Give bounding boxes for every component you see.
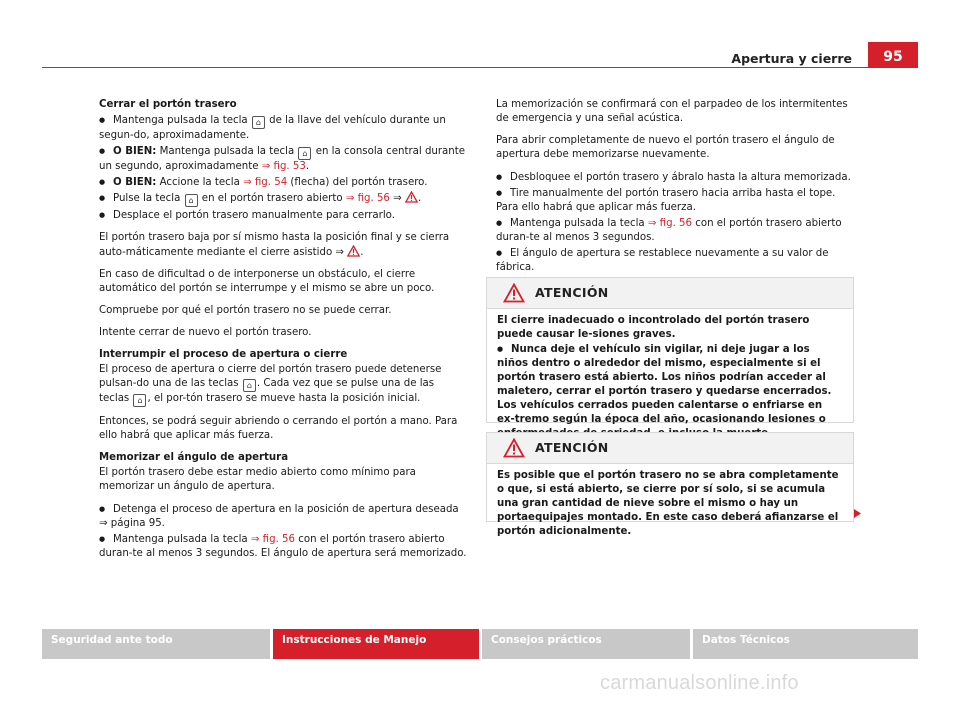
- continue-arrow-icon: [853, 508, 862, 519]
- section-heading: Memorizar el ángulo de apertura: [99, 452, 289, 463]
- figure-link[interactable]: ⇒ fig. 54: [243, 177, 288, 188]
- watermark: carmanualsonline.info: [600, 672, 799, 694]
- warning-body: [487, 309, 853, 425]
- car-key-icon: ⌂: [185, 194, 198, 207]
- page-header-title: Apertura y cierre: [731, 51, 852, 66]
- car-key-icon: ⌂: [252, 116, 265, 129]
- warning-header: [487, 433, 853, 464]
- car-key-icon: ⌂: [243, 379, 256, 392]
- warning-title: ATENCIÓN: [535, 285, 609, 300]
- warning-bullet: ● Nunca deje el vehículo sin vigilar, ni deje jugar a los niños dentro o alrededor del mismo, especialmente si el portón trasero está abierto. Los niños podrían acceder al maletero, cerrar el portón trasero y quedarse encerrados. Los vehículos cerrados pueden calentarse o enfriarse en ex-tremo según la época del año, ocasionando lesiones o: [497, 342, 843, 441]
- warning-triangle-icon: [503, 438, 525, 458]
- header-rule: [42, 67, 868, 68]
- warning-header: [487, 278, 853, 309]
- nav-tab-datos[interactable]: Datos Técnicos: [693, 629, 918, 659]
- warning-text: Es posible que el portón trasero no se abra completamente o que, si está abierto, se cierre por sí solo, si se acumula una gran cantidad de nieve sobre el mismo o hay un portaequipajes montado. En este caso deberá afianzarse el portón adicionalmente.: [497, 470, 839, 537]
- warning-body: [487, 464, 853, 537]
- list-item: ● Detenga el proceso de apertura en la posición de apertura deseada ⇒ página 95.: [99, 502, 467, 531]
- page-number: 95: [868, 42, 918, 68]
- list-item: ● El ángulo de apertura se restablece nuevamente a su valor de fábrica.: [496, 246, 855, 275]
- list-item: ● Mantenga pulsada la tecla ⇒ fig. 56 con el portón trasero abierto duran-te al menos 3 segundos. El ángulo de apertura será memorizado.: [99, 532, 467, 561]
- paragraph: Compruebe por qué el portón trasero no se puede cerrar.: [99, 305, 392, 316]
- warning-box: [486, 277, 854, 423]
- section-heading: Cerrar el portón trasero: [99, 99, 237, 110]
- figure-link[interactable]: ⇒ fig. 56: [345, 193, 390, 204]
- list-item: ● Mantenga pulsada la tecla ⌂ de la llave del vehículo durante un segun-do, aproximadamente.: [99, 113, 467, 143]
- list-item: ● Desplace el portón trasero manualmente para cerrarlo.: [99, 208, 467, 223]
- list-item: ● Desbloquee el portón trasero y ábralo hasta la altura memorizada.: [496, 170, 855, 185]
- nav-tab-instrucciones[interactable]: Instrucciones de Manejo: [273, 629, 479, 659]
- list-item: ● O BIEN: Mantenga pulsada la tecla ⌂ en la consola central durante un segundo, aproximadamente ⇒ fig. 53.: [99, 144, 467, 174]
- warning-triangle-icon: [503, 283, 525, 303]
- warning-text: El cierre inadecuado o incontrolado del portón trasero puede causar le-siones graves.: [497, 315, 810, 340]
- warning-triangle-icon: [405, 191, 418, 203]
- nav-tab-seguridad[interactable]: Seguridad ante todo: [42, 629, 270, 659]
- list-item: ● Pulse la tecla ⌂ en el portón trasero abierto ⇒ fig. 56 ⇒ .: [99, 191, 467, 207]
- warning-triangle-icon: [347, 245, 360, 257]
- list-item: ● Mantenga pulsada la tecla ⇒ fig. 56 con el portón trasero abierto duran-te al menos 3 segundos.: [496, 216, 855, 245]
- right-column: [496, 98, 855, 276]
- left-column: [99, 98, 467, 562]
- figure-link[interactable]: ⇒ fig. 53: [261, 161, 306, 172]
- warning-box: [486, 432, 854, 537]
- nav-tab-consejos[interactable]: Consejos prácticos: [482, 629, 690, 659]
- list-item: ● Tire manualmente del portón trasero hacia arriba hasta el tope. Para ello habrá que aplicar más fuerza.: [496, 186, 855, 215]
- car-key-icon: ⌂: [133, 394, 146, 407]
- figure-link[interactable]: ⇒ fig. 56: [647, 218, 693, 229]
- section-heading: Interrumpir el proceso de apertura o cierre: [99, 349, 348, 360]
- car-key-icon: ⌂: [298, 147, 311, 160]
- paragraph: Para abrir completamente de nuevo el portón trasero el ángulo de apertura debe memorizarse nuevamente.: [496, 135, 835, 160]
- paragraph: Entonces, se podrá seguir abriendo o cerrando el portón a mano. Para ello habrá que aplicar más fuerza.: [99, 416, 458, 441]
- paragraph: La memorización se confirmará con el parpadeo de los intermitentes de emergencia y una señal acústica.: [496, 99, 848, 124]
- paragraph: En caso de dificultad o de interponerse un obstáculo, el cierre automático del portón se interrumpe y el mismo se abre un poco.: [99, 269, 435, 294]
- paragraph: El proceso de apertura o cierre del portón trasero puede detenerse pulsan-do una de las teclas ⌂ . Cada vez que se pulse una de las teclas ⌂ , el por-tón trasero se mueve hasta la posición inicial.: [99, 364, 442, 405]
- paragraph: El portón trasero debe estar medio abierto como mínimo para memorizar un ángulo de apertura.: [99, 467, 416, 492]
- paragraph: Intente cerrar de nuevo el portón trasero.: [99, 327, 312, 338]
- list-item: ● O BIEN: Accione la tecla ⇒ fig. 54 (flecha) del portón trasero.: [99, 175, 467, 190]
- paragraph: El portón trasero baja por sí mismo hasta la posición final y se cierra auto-máticamente mediante el cierre asistido ⇒ .: [99, 232, 450, 258]
- figure-link[interactable]: ⇒ fig. 56: [250, 534, 296, 545]
- warning-title: ATENCIÓN: [535, 440, 609, 455]
